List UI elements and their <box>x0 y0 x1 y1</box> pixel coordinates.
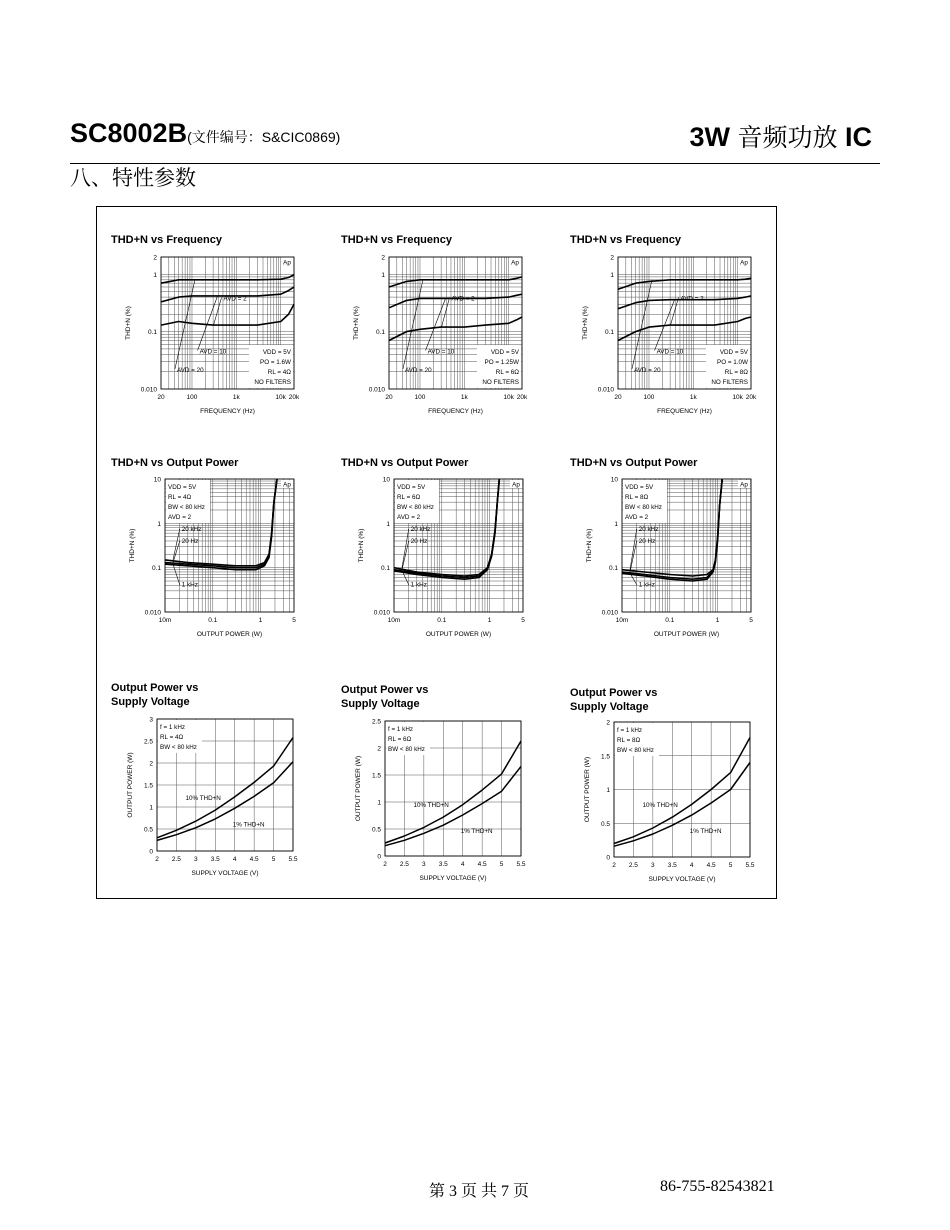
y-tick-label: 0.010 <box>373 609 390 617</box>
x-tick-label: 2 <box>383 861 387 868</box>
x-tick-label: 2 <box>612 862 616 869</box>
ap-badge <box>738 480 750 489</box>
annotation-label: 20 Hz <box>410 537 428 545</box>
condition-label: RL = 6Ω <box>388 736 412 743</box>
conditions-box <box>249 345 293 388</box>
chart-1 <box>125 255 300 416</box>
product-suffix: IC <box>845 122 872 152</box>
chart-title-line: Output Power vs <box>570 687 658 699</box>
series-line <box>157 762 293 841</box>
x-tick-label: 5 <box>292 617 296 624</box>
y-axis-label: OUTPUT POWER (W) <box>584 756 591 823</box>
y-tick-label: 0.5 <box>600 820 610 828</box>
y-tick-label: 0.1 <box>147 329 157 337</box>
condition-label: f = 1 kHz <box>160 724 186 731</box>
charts-svg <box>97 207 778 900</box>
chart-title-line: Supply Voltage <box>111 696 190 708</box>
x-tick-label: 3.5 <box>210 856 220 863</box>
y-tick-label: 0.1 <box>380 565 390 573</box>
badge-label: Ap <box>740 259 748 267</box>
annotation-leader <box>402 529 409 568</box>
chart-title-line: Supply Voltage <box>341 698 420 710</box>
y-axis-label: THD+N (%) <box>358 528 365 563</box>
chart-title-line: THD+N vs Frequency <box>341 234 452 246</box>
x-tick-label: 2.5 <box>399 861 409 868</box>
y-axis-label: THD+N (%) <box>582 306 589 340</box>
annotation-leader <box>214 298 222 326</box>
x-tick-label: 4.5 <box>249 856 259 863</box>
x-tick-label: 4.5 <box>477 861 487 868</box>
ap-badge <box>509 258 521 267</box>
y-tick-label: 0.5 <box>371 826 381 834</box>
y-tick-label: 3 <box>149 716 153 724</box>
chart-title <box>111 233 222 247</box>
y-tick-label: 0.010 <box>140 386 157 394</box>
x-tick-label: 2.5 <box>628 862 638 869</box>
x-tick-label: 10k <box>732 394 743 401</box>
x-tick-label: 0.1 <box>665 617 675 624</box>
x-tick-label: 1 <box>258 617 263 624</box>
condition-label: VDD = 5V <box>168 484 197 491</box>
x-tick-label: 5.5 <box>745 862 755 869</box>
chart-7 <box>127 717 298 878</box>
annotation-label: 1 kHz <box>181 581 198 589</box>
model-number: SC8002B <box>70 118 188 148</box>
x-tick-label: 1k <box>460 394 468 401</box>
series-line <box>614 763 750 847</box>
x-tick-label: 5.5 <box>516 861 526 868</box>
document-number: (文件编号：S&CIC0869) <box>187 129 341 145</box>
condition-label: VDD = 5V <box>719 349 748 356</box>
chart-title <box>111 681 198 709</box>
x-tick-label: 20 <box>614 394 622 401</box>
condition-label: RL = 8Ω <box>625 494 649 501</box>
x-tick-label: 10m <box>158 617 172 624</box>
x-tick-label: 5 <box>749 617 753 624</box>
y-axis-label: THD+N (%) <box>586 528 593 563</box>
conditions-box <box>158 720 202 753</box>
annotation-label: AVD = 2 <box>451 295 475 303</box>
y-tick-label: 1 <box>381 271 385 279</box>
chart-title-line: Output Power vs <box>341 684 429 696</box>
x-tick-label: 2.5 <box>171 856 181 863</box>
y-tick-label: 0.010 <box>368 386 385 394</box>
y-tick-label: 0.1 <box>604 329 614 337</box>
chart-3 <box>582 255 757 416</box>
x-tick-label: 20 <box>157 394 165 401</box>
condition-label: BW < 80 kHz <box>388 746 425 753</box>
y-tick-label: 2.5 <box>143 738 153 746</box>
chart-title-line: THD+N vs Output Power <box>341 457 469 469</box>
y-tick-label: 0.5 <box>143 826 153 834</box>
chart-title-line: Output Power vs <box>111 682 199 694</box>
x-tick-label: 3 <box>194 856 198 863</box>
x-tick-label: 1 <box>487 617 492 624</box>
ap-badge <box>281 480 293 489</box>
annotation-label: 20 Hz <box>638 537 656 545</box>
x-axis-label: SUPPLY VOLTAGE (V) <box>191 870 259 877</box>
y-tick-label: 10 <box>382 476 390 484</box>
x-tick-label: 2 <box>155 856 159 863</box>
annotation-leader <box>630 541 637 572</box>
condition-label: NO FILTERS <box>254 379 291 386</box>
series-line <box>161 275 294 283</box>
page-number: 第 3 页 共 7 页 <box>429 1183 530 1200</box>
x-tick-label: 20k <box>516 394 528 401</box>
y-axis-label: OUTPUT POWER (W) <box>355 755 362 822</box>
chart-title <box>341 683 428 711</box>
x-tick-label: 5 <box>499 861 504 868</box>
y-tick-label: 10 <box>153 476 161 484</box>
annotation-label: AVD = 10 <box>199 348 227 356</box>
series-label: 1% THD+N <box>460 827 493 835</box>
annotation-label: AVD = 20 <box>404 366 432 374</box>
condition-label: RL = 4Ω <box>267 369 291 376</box>
series-line <box>389 277 522 287</box>
series-labels <box>413 802 493 835</box>
y-tick-label: 0 <box>149 848 153 856</box>
annotation-label: 20 kHz <box>638 525 659 533</box>
chart-title-line: THD+N vs Output Power <box>111 457 239 469</box>
ap-badge <box>510 480 522 489</box>
annotation-label: 1 kHz <box>410 581 427 589</box>
annotation-label: 20 kHz <box>181 525 202 533</box>
condition-label: PO = 1.6W <box>260 359 291 366</box>
condition-label: NO FILTERS <box>482 379 519 386</box>
condition-label: VDD = 5V <box>397 484 426 491</box>
y-tick-label: 0.010 <box>144 609 161 617</box>
annotation-label: AVD = 10 <box>427 348 455 356</box>
chart-title <box>570 456 697 470</box>
condition-label: BW < 80 kHz <box>168 504 205 511</box>
y-tick-label: 2 <box>606 719 610 727</box>
chart-title-line: Supply Voltage <box>570 701 649 713</box>
badge-label: Ap <box>283 259 291 267</box>
series-line <box>161 304 294 325</box>
condition-label: RL = 6Ω <box>397 494 421 501</box>
annotation-leader <box>426 298 446 350</box>
x-tick-label: 10m <box>615 617 629 624</box>
x-axis-label: OUTPUT POWER (W) <box>196 631 263 638</box>
condition-label: PO = 1.0W <box>717 359 748 366</box>
conditions-box <box>615 723 659 756</box>
chart-title <box>570 686 657 714</box>
x-tick-label: 4 <box>460 861 465 868</box>
x-tick-label: 5.5 <box>288 856 298 863</box>
document-header-right <box>689 118 872 154</box>
condition-label: RL = 6Ω <box>495 369 519 376</box>
series-labels <box>642 802 722 835</box>
annotation-leader <box>442 298 450 328</box>
chart-6 <box>586 477 753 639</box>
section-title: 八、特性参数 <box>70 166 196 190</box>
x-tick-label: 5 <box>728 862 733 869</box>
condition-label: AVD = 2 <box>168 514 192 521</box>
y-tick-label: 1.5 <box>600 753 610 761</box>
x-tick-label: 1k <box>232 394 240 401</box>
x-tick-label: 3.5 <box>667 862 677 869</box>
y-tick-label: 2 <box>610 254 614 262</box>
chart-title <box>111 456 238 470</box>
document-header-left <box>70 118 340 149</box>
x-tick-label: 3 <box>422 861 426 868</box>
x-tick-label: 5 <box>271 856 276 863</box>
characteristics-figure <box>96 206 777 899</box>
chart-title <box>341 456 468 470</box>
condition-label: BW < 80 kHz <box>617 747 654 754</box>
y-tick-label: 0.1 <box>608 565 618 573</box>
y-tick-label: 1 <box>153 271 157 279</box>
annotation-leader <box>630 529 637 570</box>
x-tick-label: 1k <box>689 394 697 401</box>
ap-badge <box>738 258 750 267</box>
chart-5 <box>358 477 525 639</box>
y-tick-label: 1 <box>610 271 614 279</box>
x-axis-label: FREQUENCY (Hz) <box>200 408 255 415</box>
y-tick-label: 10 <box>610 476 618 484</box>
series-label: 1% THD+N <box>232 821 265 829</box>
annotation-label: AVD = 10 <box>656 348 684 356</box>
y-tick-label: 1 <box>377 799 381 807</box>
y-axis-label: OUTPUT POWER (W) <box>127 752 134 818</box>
condition-label: RL = 8Ω <box>724 369 748 376</box>
x-tick-label: 10m <box>387 617 401 624</box>
y-tick-label: 2 <box>377 745 381 753</box>
series-label: 10% THD+N <box>185 795 221 803</box>
y-tick-label: 0.010 <box>601 609 618 617</box>
chart-2 <box>353 255 528 416</box>
condition-label: f = 1 kHz <box>617 727 643 734</box>
conditions-box <box>395 480 439 523</box>
x-axis-label: SUPPLY VOLTAGE (V) <box>648 876 716 883</box>
x-tick-label: 4 <box>232 856 237 863</box>
annotation-label: AVD = 20 <box>633 366 661 374</box>
badge-label: Ap <box>511 259 519 267</box>
condition-label: VDD = 5V <box>625 484 654 491</box>
x-tick-label: 100 <box>643 394 655 401</box>
x-tick-label: 0.1 <box>208 617 218 624</box>
y-tick-label: 1 <box>157 520 161 528</box>
annotation-label: 1 kHz <box>638 581 655 589</box>
y-axis-label: THD+N (%) <box>129 528 136 563</box>
annotations <box>630 526 658 589</box>
x-tick-label: 100 <box>186 394 198 401</box>
x-tick-label: 10k <box>503 394 514 401</box>
series-label: 1% THD+N <box>689 828 722 836</box>
ap-badge <box>281 258 293 267</box>
condition-label: RL = 8Ω <box>617 737 641 744</box>
condition-label: BW < 80 kHz <box>397 504 434 511</box>
series-label: 10% THD+N <box>413 802 449 810</box>
x-tick-label: 3.5 <box>438 861 448 868</box>
annotation-leader <box>671 298 679 326</box>
x-tick-label: 4 <box>689 862 694 869</box>
chart-title-line: THD+N vs Frequency <box>570 234 681 246</box>
annotation-leader <box>402 541 409 570</box>
x-tick-label: 1 <box>715 617 720 624</box>
chart-8 <box>355 719 526 883</box>
y-tick-label: 1 <box>614 520 618 528</box>
conditions-box <box>706 345 750 388</box>
chart-4 <box>129 477 296 639</box>
annotations <box>402 526 430 589</box>
condition-label: AVD = 2 <box>397 514 421 521</box>
x-tick-label: 20k <box>288 394 300 401</box>
condition-label: BW < 80 kHz <box>625 504 662 511</box>
y-tick-label: 0 <box>606 854 610 862</box>
y-tick-label: 1 <box>606 787 610 794</box>
condition-label: RL = 4Ω <box>160 734 184 741</box>
conditions-box <box>477 345 521 388</box>
annotations <box>173 526 201 589</box>
x-tick-label: 20 <box>385 394 393 401</box>
condition-label: NO FILTERS <box>711 379 748 386</box>
chart-title-line: THD+N vs Frequency <box>111 234 222 246</box>
condition-label: PO = 1.25W <box>484 359 519 366</box>
x-tick-label: 4.5 <box>706 862 716 869</box>
y-tick-label: 2 <box>381 254 385 262</box>
x-tick-label: 20k <box>745 394 757 401</box>
x-tick-label: 3 <box>651 862 655 869</box>
chart-title <box>341 233 452 247</box>
y-tick-label: 2 <box>153 254 157 262</box>
y-tick-label: 0 <box>377 853 381 861</box>
y-tick-label: 0.1 <box>151 565 161 573</box>
chart-title <box>570 233 681 247</box>
y-axis-label: THD+N (%) <box>125 306 132 340</box>
condition-label: AVD = 2 <box>625 514 649 521</box>
y-tick-label: 1.5 <box>143 782 153 790</box>
annotation-label: AVD = 2 <box>223 295 247 303</box>
annotation-label: AVD = 2 <box>680 295 704 303</box>
y-tick-label: 1 <box>386 520 390 528</box>
y-tick-label: 0.1 <box>375 329 385 337</box>
x-axis-label: OUTPUT POWER (W) <box>425 631 492 638</box>
x-axis-label: FREQUENCY (Hz) <box>657 408 712 415</box>
condition-label: BW < 80 kHz <box>160 744 197 751</box>
chart-title-line: THD+N vs Output Power <box>570 457 698 469</box>
badge-label: Ap <box>512 481 520 489</box>
y-tick-label: 1 <box>149 804 153 812</box>
x-tick-label: 5 <box>521 617 525 624</box>
y-axis-label: THD+N (%) <box>353 306 360 340</box>
annotation-label: 20 kHz <box>410 525 431 533</box>
badge-label: Ap <box>740 481 748 489</box>
condition-label: VDD = 5V <box>490 349 519 356</box>
annotation-label: 20 Hz <box>181 537 199 545</box>
series-label: 10% THD+N <box>642 802 678 810</box>
y-tick-label: 2 <box>149 760 153 768</box>
conditions-box <box>623 480 667 523</box>
condition-label: f = 1 kHz <box>388 726 414 733</box>
condition-label: VDD = 5V <box>262 349 291 356</box>
phone-number: 86-755-82543821 <box>660 1178 775 1195</box>
y-tick-label: 0.010 <box>597 386 614 394</box>
x-axis-label: FREQUENCY (Hz) <box>428 408 483 415</box>
conditions-box <box>166 480 210 523</box>
y-tick-label: 2.5 <box>371 718 381 726</box>
y-tick-label: 1.5 <box>371 772 381 780</box>
series-labels <box>185 795 265 828</box>
annotation-label: AVD = 20 <box>176 366 204 374</box>
product-title-cn: 音频功放 <box>737 125 838 152</box>
series-line <box>385 766 521 845</box>
badge-label: Ap <box>283 481 291 489</box>
x-tick-label: 10k <box>275 394 286 401</box>
x-axis-label: SUPPLY VOLTAGE (V) <box>419 875 487 882</box>
x-tick-label: 0.1 <box>437 617 447 624</box>
conditions-box <box>386 722 430 755</box>
product-prefix: 3W <box>689 122 730 152</box>
x-tick-label: 100 <box>414 394 426 401</box>
condition-label: RL = 4Ω <box>168 494 192 501</box>
x-axis-label: OUTPUT POWER (W) <box>653 631 720 638</box>
chart-9 <box>584 720 755 884</box>
